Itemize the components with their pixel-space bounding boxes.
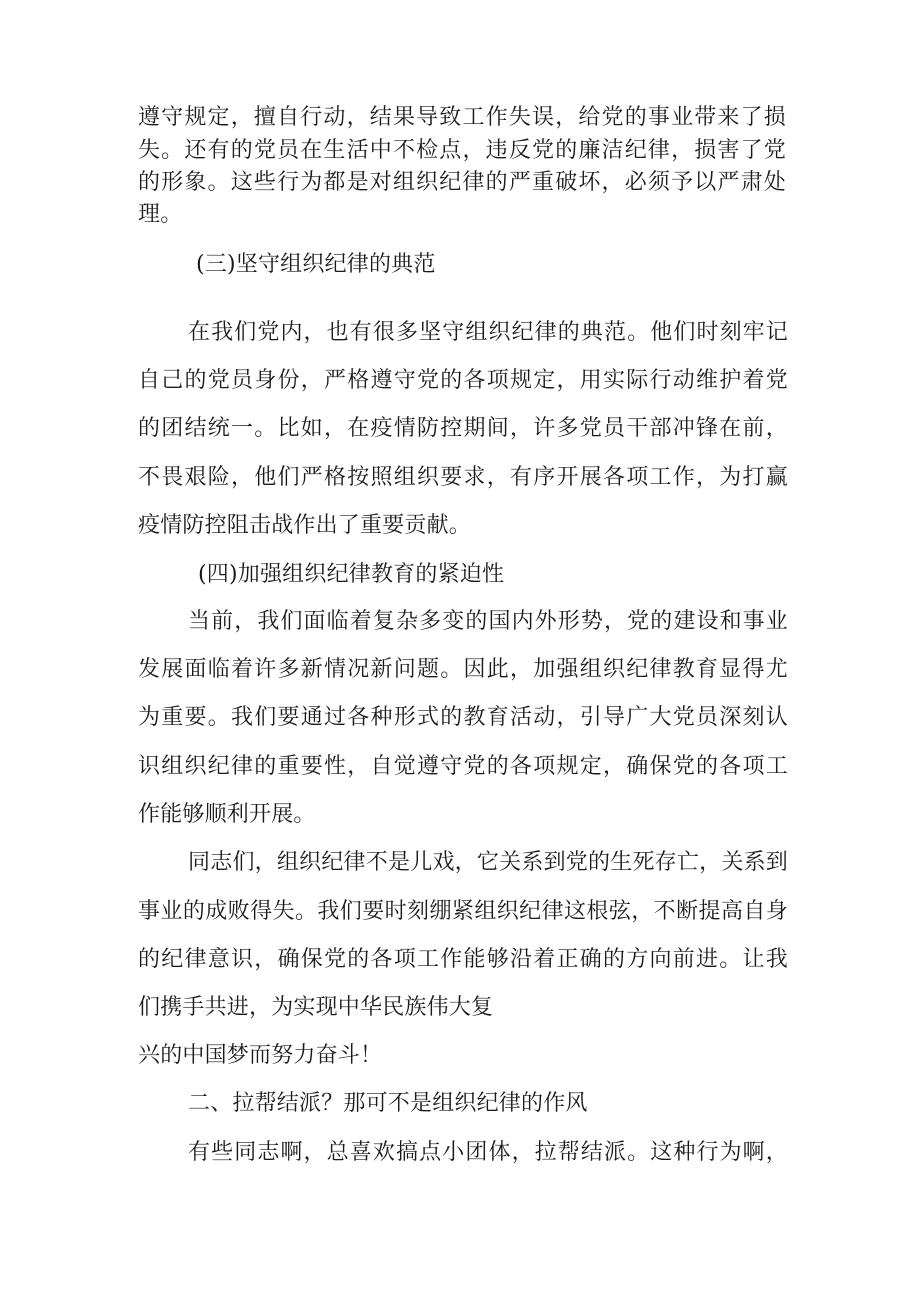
paragraph-line: 作能够顺利开展。 [138, 802, 316, 827]
paragraph-line: 识组织纪律的重要性，自觉遵守党的各项规定，确保党的各项工 [138, 754, 788, 779]
paragraph-line: 事业的成败得失。我们要时刻绷紧组织纪律这根弦，不断提高自身 [138, 899, 788, 924]
paragraph-line: 为重要。我们要通过各种形式的教育活动，引导广大党员深刻认 [138, 705, 788, 730]
paragraph-line: 的团结统一。比如，在疫情防控期间，许多党员干部冲锋在前， [138, 416, 788, 441]
paragraph-line: 失。还有的党员在生活中不检点，违反党的廉洁纪律，损害了党 [138, 138, 786, 163]
section-heading: 二、拉帮结派？那可不是组织纪律的作风 [188, 1091, 588, 1116]
paragraph-line: 遵守规定，擅自行动，结果导致工作失误，给党的事业带来了损 [138, 105, 786, 130]
paragraph-line: 同志们，组织纪律不是儿戏，它关系到党的生死存亡，关系到 [188, 850, 788, 875]
section-heading: (四)加强组织纪律教育的紧迫性 [198, 562, 505, 587]
paragraph-line: 们携手共进，为实现中华民族伟大复 [138, 995, 494, 1020]
section-heading: (三)坚守组织纪律的典范 [196, 252, 436, 277]
paragraph-line: 疫情防控阻击战作出了重要贡献。 [138, 513, 472, 538]
paragraph-line: 不畏艰险，他们严格按照组织要求，有序开展各项工作，为打赢 [138, 465, 788, 490]
paragraph-line: 有些同志啊，总喜欢搞点小团体，拉帮结派。这种行为啊， [188, 1140, 788, 1165]
paragraph-line: 自己的党员身份，严格遵守党的各项规定，用实际行动维护着党 [138, 368, 788, 393]
paragraph-line: 发展面临着许多新情况新问题。因此，加强组织纪律教育显得尤 [138, 657, 788, 682]
paragraph-line: 兴的中国梦而努力奋斗！ [138, 1043, 383, 1068]
paragraph-line: 当前，我们面临着复杂多变的国内外形势，党的建设和事业 [188, 609, 788, 634]
paragraph-line: 的形象。这些行为都是对组织纪律的严重破坏，必须予以严肃处 [138, 170, 786, 195]
paragraph-line: 理。 [138, 202, 183, 227]
paragraph-line: 在我们党内，也有很多坚守组织纪律的典范。他们时刻牢记 [188, 320, 788, 345]
paragraph-line: 的纪律意识，确保党的各项工作能够沿着正确的方向前进。让我 [138, 947, 788, 972]
